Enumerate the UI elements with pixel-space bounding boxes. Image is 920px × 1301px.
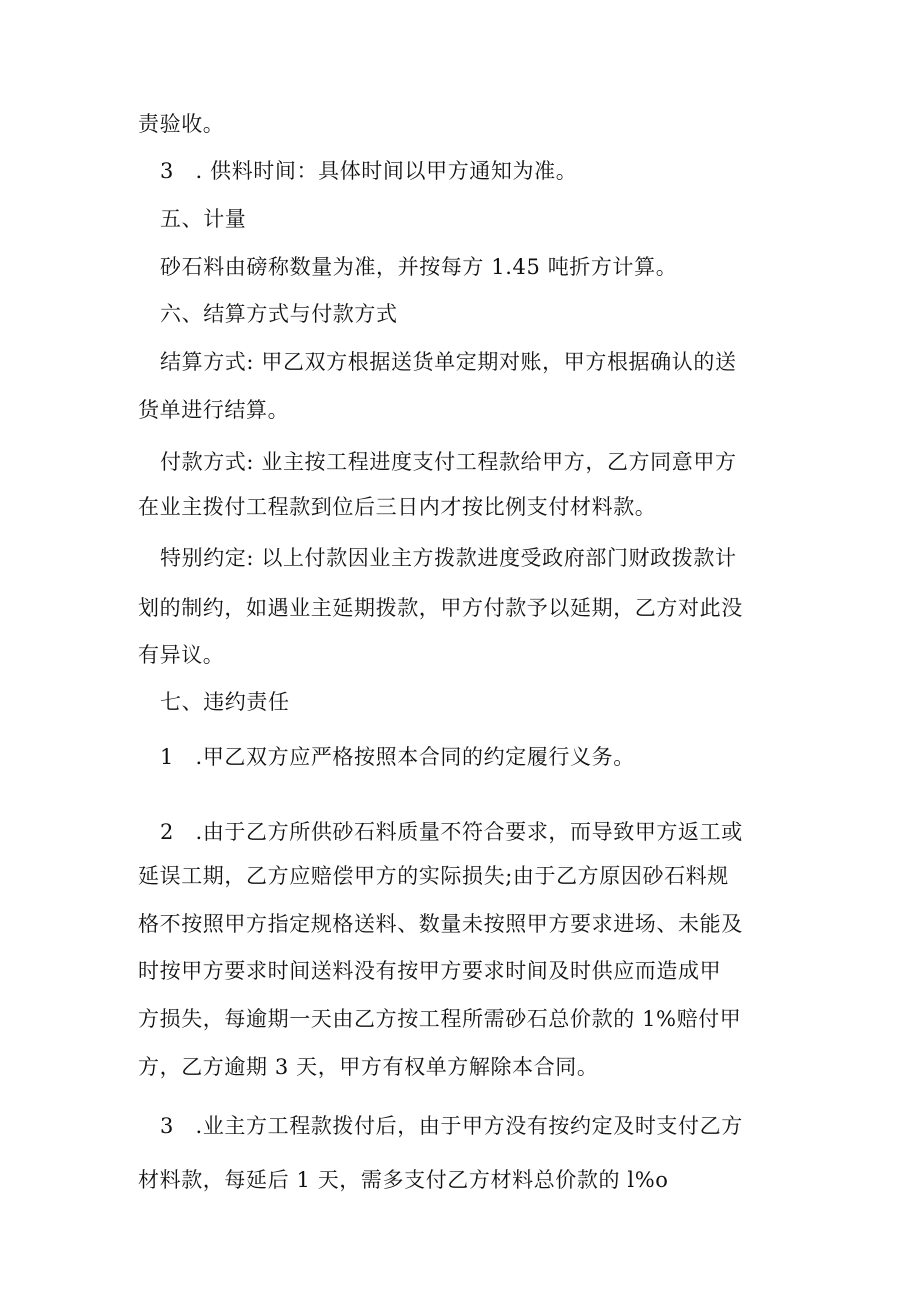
text-line: 方，乙方逾期 3 天，甲方有权单方解除本合同。	[138, 1055, 599, 1079]
text-line: 1 .甲乙双方应严格按照本合同的约定履行义务。	[160, 745, 635, 769]
text-line: 特别约定: 以上付款因业主方拨款进度受政府部门财政拨款计	[160, 546, 737, 570]
text-line: 2 .由于乙方所供砂石料质量不符合要求，而导致甲方返工或	[160, 820, 743, 844]
text-line: 划的制约，如遇业主延期拨款，甲方付款予以延期，乙方对此没	[138, 596, 743, 620]
text-line: 方损失，每逾期一天由乙方按工程所需砂石总价款的 1%赔付甲	[138, 1007, 742, 1031]
text-line: 格不按照甲方指定规格送料、数量未按照甲方要求进场、未能及	[138, 912, 743, 936]
text-line: 货单进行结算。	[138, 398, 290, 422]
text-line: 3 .业主方工程款拨付后，由于甲方没有按约定及时支付乙方	[160, 1114, 743, 1138]
section-heading: 六、结算方式与付款方式	[160, 302, 398, 326]
text-line: 材料款，每延后 1 天，需多支付乙方材料总价款的 l%o	[138, 1168, 669, 1192]
text-line: 责验收。	[138, 112, 225, 136]
text-line: 时按甲方要求时间送料没有按甲方要求时间及时供应而造成甲	[138, 959, 722, 983]
text-line: 付款方式: 业主按工程进度支付工程款给甲方，乙方同意甲方	[160, 450, 737, 474]
section-heading: 七、违约责任	[160, 690, 290, 714]
text-line: 有异议。	[138, 643, 225, 667]
text-line: 砂石料由磅称数量为准，并按每方 1.45 吨折方计算。	[160, 255, 678, 279]
text-line: 结算方式: 甲乙双方根据送货单定期对账，甲方根据确认的送	[160, 350, 737, 374]
text-line: 3 . 供料时间：具体时间以甲方通知为准。	[160, 159, 578, 183]
text-line: 延误工期，乙方应赔偿甲方的实际损失;由于乙方原因砂石料规	[138, 864, 729, 888]
text-line: 在业主拨付工程款到位后三日内才按比例支付材料款。	[138, 495, 657, 519]
section-heading: 五、计量	[160, 207, 247, 231]
